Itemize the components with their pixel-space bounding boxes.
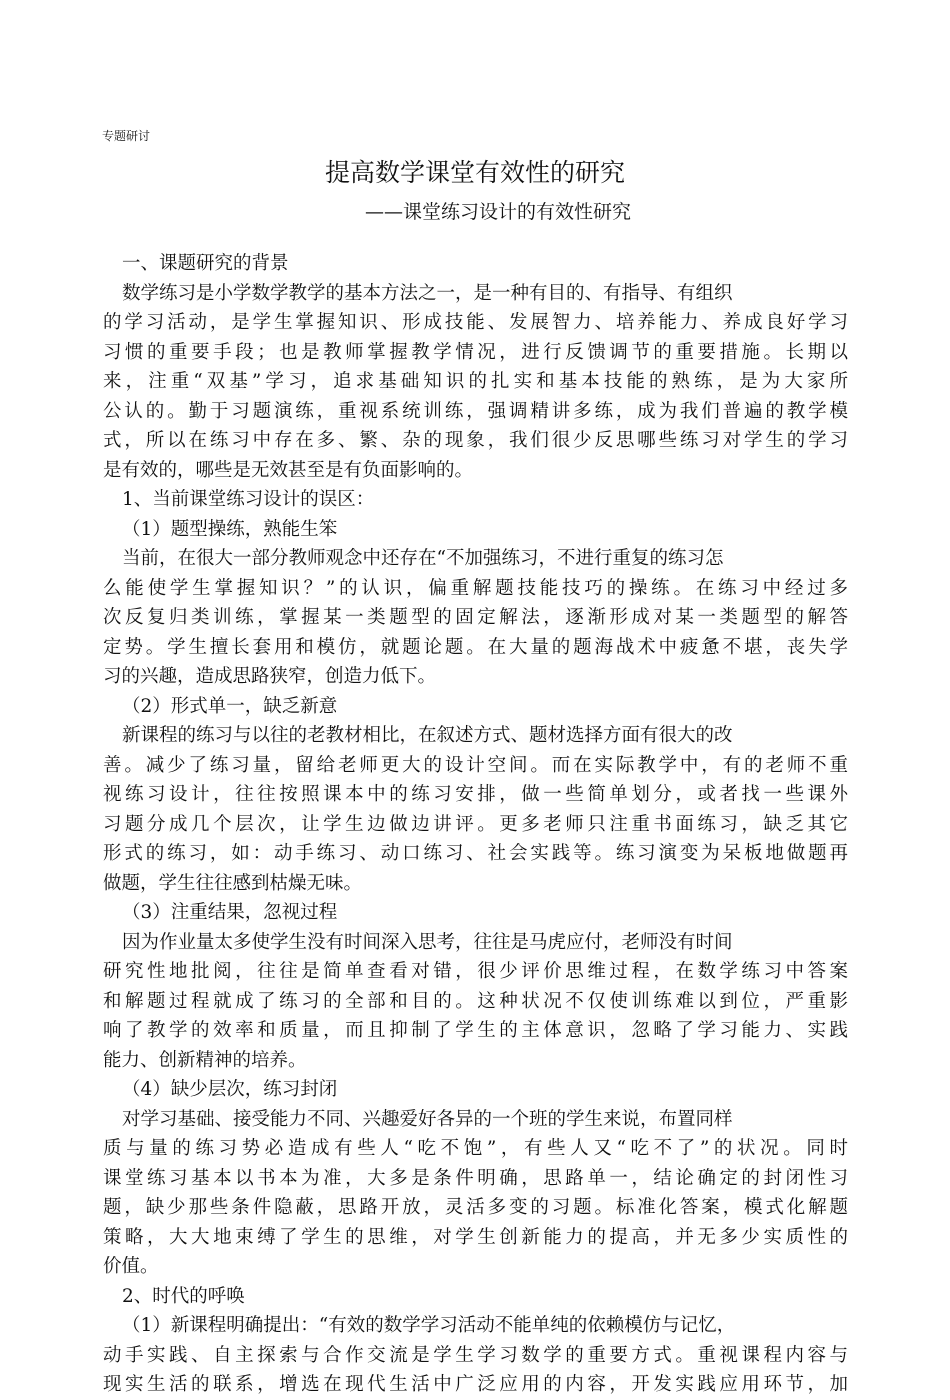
text-line: 能力、创新精神的培养。	[103, 1049, 307, 1071]
text-line: 视练习设计，往往按照课本中的练习安排，做一些简单划分，或者找一些课外	[103, 784, 848, 805]
text-line: 响了教学的效率和质量，而且抑制了学生的主体意识，忽略了学习能力、实践	[103, 1020, 848, 1041]
text-line: （4）缺少层次，练习封闭	[122, 1079, 338, 1100]
text-line: 善。减少了练习量，留给老师更大的设计空间。而在实际教学中，有的老师不重	[103, 754, 848, 776]
text-line: 习的兴趣，造成思路狭窄，创造力低下。	[103, 666, 437, 687]
text-line: （1）题型操练，熟能生笨	[122, 518, 338, 540]
text-line: 和解题过程就成了练习的全部和目的。这种状况不仅使训练难以到位，严重影	[103, 990, 848, 1012]
text-line: 习题分成几个层次，让学生边做边讲评。更多老师只注重书面练习，缺乏其它	[103, 813, 848, 835]
text-line: 来，注重“双基”学习，追求基础知识的扎实和基本技能的熟练，是为大家所	[103, 371, 848, 392]
text-line: （2）形式单一，缺乏新意	[122, 695, 338, 717]
text-line: 做题，学生往往感到枯燥无味。	[103, 872, 363, 894]
text-line: （1）新课程明确提出：“有效的数学学习活动不能单纯的依赖模仿与记忆，	[122, 1315, 736, 1336]
text-line: 现实生活的联系，增选在现代生活中广泛应用的内容，开发实践应用环节，加	[103, 1374, 848, 1395]
text-line: 习惯的重要手段；也是教师掌握教学情况，进行反馈调节的重要措施。长期以	[103, 341, 848, 363]
text-line: 价值。	[103, 1256, 159, 1277]
document-body	[103, 249, 848, 1400]
text-line: 一、课题研究的背景	[122, 253, 289, 274]
text-line: 新课程的练习与以往的老教材相比，在叙述方式、题材选择方面有很大的改	[122, 725, 733, 746]
document-title: 提高数学课堂有效性的研究	[324, 158, 625, 187]
text-line: 么能使学生掌握知识？”的认识，偏重解题技能技巧的操练。在练习中经过多	[103, 577, 848, 599]
text-line: 研究性地批阅，往往是简单查看对错，很少评价思维过程，在数学练习中答案	[103, 961, 848, 982]
text-line: 式，所以在练习中存在多、繁、杂的现象，我们很少反思哪些练习对学生的学习	[103, 430, 848, 451]
text-line: 2、时代的呼唤	[122, 1285, 245, 1307]
text-line: 对学习基础、接受能力不同、兴趣爱好各异的一个班的学生来说，布置同样	[122, 1108, 733, 1130]
text-line: 因为作业量太多使学生没有时间深入思考，往往是马虎应付，老师没有时间	[122, 931, 733, 953]
header-label: 专题研讨	[102, 129, 151, 143]
text-line: 公认的。勤于习题演练，重视系统训练，强调精讲多练，成为我们普遍的教学模	[103, 400, 848, 422]
text-line: 形式的练习，如：动手练习、动口练习、社会实践等。练习演变为呆板地做题再	[103, 843, 848, 864]
text-line: 是有效的，哪些是无效甚至是有负面影响的。	[103, 459, 474, 481]
text-line: 当前，在很大一部分教师观念中还存在“不加强练习，不进行重复的练习怎	[122, 548, 724, 569]
text-line: 1、当前课堂练习设计的误区：	[122, 489, 375, 510]
text-line: 策略，大大地束缚了学生的思维，对学生创新能力的提高，并无多少实质性的	[103, 1226, 848, 1248]
document-subtitle: ——课堂练习设计的有效性研究	[365, 201, 632, 223]
text-line: 次反复归类训练，掌握某一类题型的固定解法，逐渐形成对某一类题型的解答	[103, 607, 848, 628]
text-line: 动手实践、自主探索与合作交流是学生学习数学的重要方式。重视课程内容与	[103, 1344, 848, 1366]
text-line: （3）注重结果，忽视过程	[122, 902, 338, 923]
text-line: 质与量的练习势必造成有些人“吃不饱”，有些人又“吃不了”的状况。同时	[103, 1138, 848, 1159]
text-line: 的学习活动，是学生掌握知识、形成技能、发展智力、培养能力、养成良好学习	[103, 312, 848, 333]
text-line: 题，缺少那些条件隐蔽，思路开放，灵活多变的习题。标准化答案，模式化解题	[103, 1197, 848, 1218]
text-line: 定势。学生擅长套用和模仿，就题论题。在大量的题海战术中疲惫不堪，丧失学	[103, 636, 848, 658]
text-line: 数学练习是小学数学教学的基本方法之一，是一种有目的、有指导、有组织	[122, 282, 733, 304]
text-line: 课堂练习基本以书本为准，大多是条件明确，思路单一，结论确定的封闭性习	[103, 1167, 848, 1189]
